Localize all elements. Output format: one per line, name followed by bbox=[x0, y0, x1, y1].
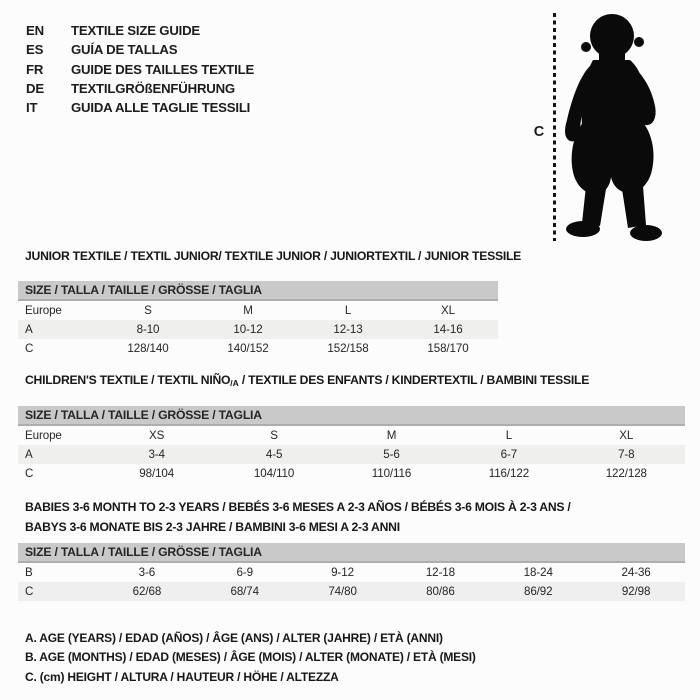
legend-note-b: B. AGE (MONTHS) / EDAD (MESES) / ÂGE (MOIS) / ALTER (MONATE) / ETÀ (MESI) bbox=[25, 650, 476, 665]
language-row bbox=[26, 98, 254, 117]
language-code: IT bbox=[26, 100, 38, 116]
children-section-title bbox=[18, 373, 685, 390]
table-cell: 74/80 bbox=[328, 585, 357, 598]
children-title-subscript: /A bbox=[230, 378, 239, 388]
table-cell: 8-10 bbox=[136, 323, 160, 336]
language-code: EN bbox=[26, 23, 44, 39]
table-cell: 18-24 bbox=[523, 566, 553, 579]
table-row bbox=[18, 582, 685, 601]
height-measure-dotted-line bbox=[553, 13, 556, 241]
table-cell: 10-12 bbox=[233, 323, 263, 336]
row-label: B bbox=[25, 566, 33, 579]
table-cell: XL bbox=[441, 304, 455, 317]
row-label: A bbox=[25, 448, 33, 461]
table-cell: 68/74 bbox=[230, 585, 259, 598]
table-cell: 5-6 bbox=[383, 448, 400, 461]
row-label: A bbox=[25, 323, 33, 336]
row-label: Europe bbox=[25, 429, 62, 442]
table-row bbox=[18, 320, 498, 339]
table-cell: 24-36 bbox=[621, 566, 651, 579]
table-cell: 110/116 bbox=[371, 467, 412, 480]
children-textile-section bbox=[18, 373, 685, 483]
table-cell: XL bbox=[619, 429, 634, 442]
language-label: GUIDE DES TAILLES TEXTILE bbox=[71, 61, 255, 77]
table-row bbox=[18, 445, 685, 464]
language-row bbox=[26, 21, 254, 40]
table-cell: 4-5 bbox=[265, 448, 283, 461]
language-label: GUIDA ALLE TAGLIE TESSILI bbox=[71, 100, 251, 116]
table-cell: 140/152 bbox=[227, 342, 269, 355]
language-label: GUÍA DE TALLAS bbox=[71, 42, 178, 58]
language-code: FR bbox=[26, 61, 44, 77]
table-row bbox=[18, 426, 685, 445]
language-label: TEXTILGRÖßENFÜHRUNG bbox=[71, 81, 235, 97]
table-cell: 6-9 bbox=[236, 566, 253, 579]
row-label: C bbox=[25, 585, 34, 598]
language-list bbox=[26, 21, 254, 117]
children-size-table bbox=[18, 426, 685, 483]
table-cell: 12-13 bbox=[333, 323, 363, 336]
language-row bbox=[26, 60, 254, 79]
table-cell: S bbox=[144, 304, 152, 317]
children-title-suffix: / TEXTILE DES ENFANTS / KINDERTEXTIL / BAMBINI TESSILE bbox=[238, 373, 590, 387]
toddler-silhouette-image bbox=[560, 10, 665, 244]
table-row bbox=[18, 563, 685, 582]
table-cell: 62/68 bbox=[132, 585, 162, 598]
table-cell: 7-8 bbox=[618, 448, 635, 461]
table-row bbox=[18, 301, 498, 320]
table-cell: L bbox=[505, 429, 513, 442]
language-row bbox=[26, 40, 254, 59]
language-code: ES bbox=[26, 42, 44, 58]
junior-section-title: JUNIOR TEXTILE / TEXTIL JUNIOR/ TEXTILE JUNIOR / JUNIORTEXTIL / JUNIOR TESSILE bbox=[25, 249, 522, 263]
legend-note-c: C. (cm) HEIGHT / ALTURA / HAUTEUR / HÖHE / ALTEZZA bbox=[25, 669, 339, 684]
table-cell: M bbox=[243, 304, 253, 317]
children-title-prefix: CHILDREN'S TEXTILE / TEXTIL NIÑO bbox=[25, 373, 231, 387]
table-cell: 122/128 bbox=[605, 467, 647, 480]
table-cell: M bbox=[386, 429, 397, 442]
babies-size-table bbox=[18, 563, 685, 601]
babies-section-title-line2: BABYS 3-6 MONATE BIS 2-3 JAHRE / BAMBINI 3-6 MESI A 2-3 ANNI bbox=[25, 520, 400, 534]
legend-notes bbox=[25, 629, 476, 687]
language-label: TEXTILE SIZE GUIDE bbox=[71, 23, 201, 39]
table-cell: 6-7 bbox=[500, 448, 518, 461]
table-cell: 116/122 bbox=[488, 467, 530, 480]
height-measure-label: C bbox=[533, 124, 545, 140]
table-row bbox=[18, 339, 498, 358]
junior-size-header-bar: SIZE / TALLA / TAILLE / GRÖSSE / TAGLIA bbox=[18, 281, 498, 301]
language-code: DE bbox=[26, 81, 44, 97]
language-row bbox=[26, 79, 254, 98]
row-label: Europe bbox=[25, 304, 62, 317]
table-cell: L bbox=[344, 304, 352, 317]
table-cell: 152/158 bbox=[327, 342, 369, 355]
table-row bbox=[18, 464, 685, 483]
table-cell: 14-16 bbox=[433, 323, 463, 336]
table-cell: 3-4 bbox=[148, 448, 165, 461]
row-label: C bbox=[25, 467, 34, 480]
table-cell: S bbox=[270, 429, 278, 442]
table-cell: 80/86 bbox=[426, 585, 455, 598]
babies-textile-section bbox=[18, 497, 685, 601]
children-size-header-bar: SIZE / TALLA / TAILLE / GRÖSSE / TAGLIA bbox=[18, 406, 685, 426]
babies-section-title-line1: BABIES 3-6 MONTH TO 2-3 YEARS / BEBÉS 3-6 MESES A 2-3 AÑOS / BÉBÉS 3-6 MOIS À 2-3 ANS / bbox=[25, 500, 571, 514]
table-cell: 3-6 bbox=[138, 566, 156, 579]
junior-size-table bbox=[18, 301, 498, 358]
legend-note-a: A. AGE (YEARS) / EDAD (AÑOS) / ÂGE (ANS) / ALTER (JAHRE) / ETÀ (ANNI) bbox=[25, 631, 443, 645]
table-cell: 98/104 bbox=[139, 467, 175, 480]
babies-size-header-bar: SIZE / TALLA / TAILLE / GRÖSSE / TAGLIA bbox=[18, 543, 685, 563]
table-cell: 9-12 bbox=[331, 566, 354, 579]
table-cell: 92/98 bbox=[621, 585, 651, 598]
table-cell: 86/92 bbox=[523, 585, 553, 598]
table-cell: 158/170 bbox=[427, 342, 469, 355]
row-label: C bbox=[25, 342, 34, 355]
junior-textile-section bbox=[18, 249, 522, 358]
table-cell: 104/110 bbox=[253, 467, 295, 480]
table-cell: XS bbox=[149, 429, 165, 442]
table-cell: 128/140 bbox=[127, 342, 169, 355]
table-cell: 12-18 bbox=[425, 566, 455, 579]
